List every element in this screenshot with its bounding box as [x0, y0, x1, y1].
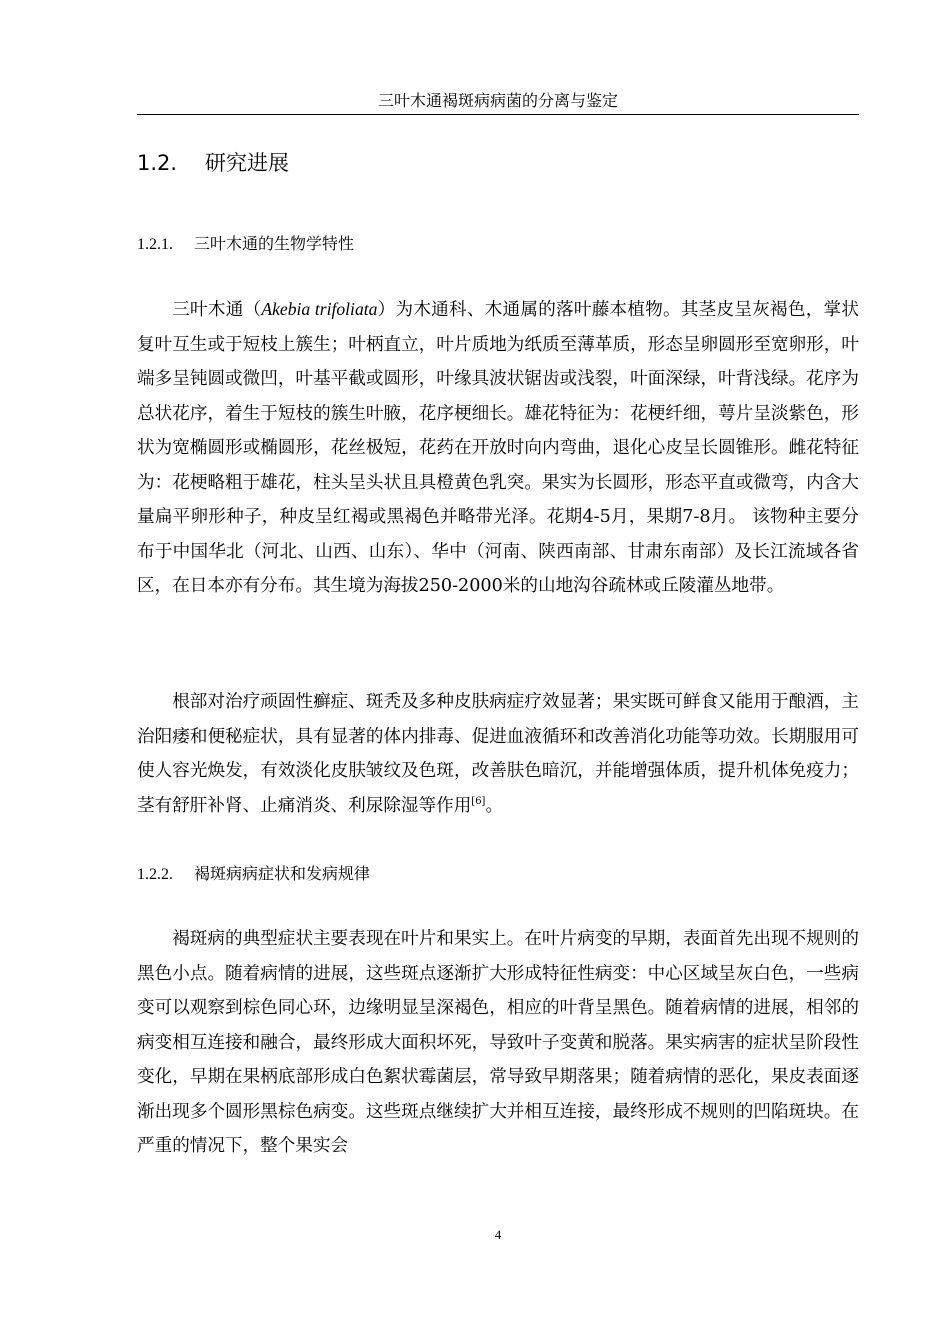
paragraph-medicinal-uses	[137, 685, 859, 823]
section-heading-1-2-2	[137, 862, 370, 887]
paragraph-biology	[137, 292, 859, 604]
section-number: 1.2.	[137, 151, 178, 175]
para2-end: 。	[485, 795, 504, 816]
section-heading-1-2	[137, 148, 289, 178]
subsection-number: 1.2.2.	[137, 866, 173, 883]
running-header: 三叶木通褐斑病病菌的分离与鉴定	[377, 91, 618, 110]
subsection-title: 三叶木通的生物学特性	[194, 234, 355, 253]
page-number: 4	[494, 1227, 502, 1242]
section-heading-1-2-1	[137, 232, 354, 257]
para2-body: 根部对治疗顽固性癣症、斑秃及多种皮肤病症疗效显著；果实既可鲜食又能用于酿酒，主治阳痿和便秘症状，具有显著的体内排毒、促进血液循环和改善消化功能等功效。长期服用可使人容光焕发，有效淡化皮肤皱纹及色斑，改善肤色暗沉，并能增强体质，提升机体免疫力；茎有舒肝补肾、止痛消炎、利尿除湿等作用	[137, 692, 859, 816]
latin-name: Akebia trifoliata	[261, 299, 378, 319]
subsection-number: 1.2.1.	[137, 236, 173, 253]
citation-ref: [6]	[471, 795, 486, 807]
section-title: 研究进展	[205, 151, 289, 175]
para1-body: ）为木通科、木通属的落叶藤本植物。其茎皮呈灰褐色，掌状复叶互生或于短枝上簇生；叶柄直立，叶片质地为纸质至薄革质，形态呈卵圆形至宽卵形，叶端多呈钝圆或微凹，叶基平截或圆形，叶缘具波状锯齿或浅裂，叶面深绿，叶背浅绿。花序为总状花序，着生于短枝的簇生叶腋，花序梗细长。雄花特征为：花梗纤细，萼片呈淡紫色，形状为宽椭圆形或椭圆形，花丝极短，花药在开放时向内弯曲，退化心皮呈长圆锥形。雌花特征为：花梗略粗于雄花，柱头呈头状且具橙黄色乳突。果实为长圆形，形态平直或微弯，内含大量扁平卵形种子，种皮呈红褐或黑褐色并略带光泽。花期4-5月，果期7-8月。 该物种主要分布于中国华北（河北、山西、山东）、华中（河南、陕西南部、甘肃东南部）及长江流域各省区，在日本亦有分布。其生境为海拔250-2000米的山地沟谷疏林或丘陵灌丛地带。	[137, 300, 859, 596]
para1-prefix: 三叶木通（	[172, 300, 262, 320]
header-rule	[137, 114, 859, 115]
para3-body: 褐斑病的典型症状主要表现在叶片和果实上。在叶片病变的早期，表面首先出现不规则的黑色小点。随着病情的进展，这些斑点逐渐扩大形成特征性病变：中心区域呈灰白色，一些病变可以观察到棕色同心环，边缘明显呈深褐色，相应的叶背呈黑色。随着病情的进展，相邻的病变相互连接和融合，最终形成大面积坏死，导致叶子变黄和脱落。果实病害的症状呈阶段性变化，早期在果柄底部形成白色絮状霉菌层，常导致早期落果；随着病情的恶化，果皮表面逐渐出现多个圆形黑棕色病变。这些斑点继续扩大并相互连接，最终形成不规则的凹陷斑块。在严重的情况下，整个果实会	[137, 929, 859, 1156]
paragraph-symptoms	[137, 922, 859, 1164]
subsection-title: 褐斑病病症状和发病规律	[194, 864, 371, 883]
